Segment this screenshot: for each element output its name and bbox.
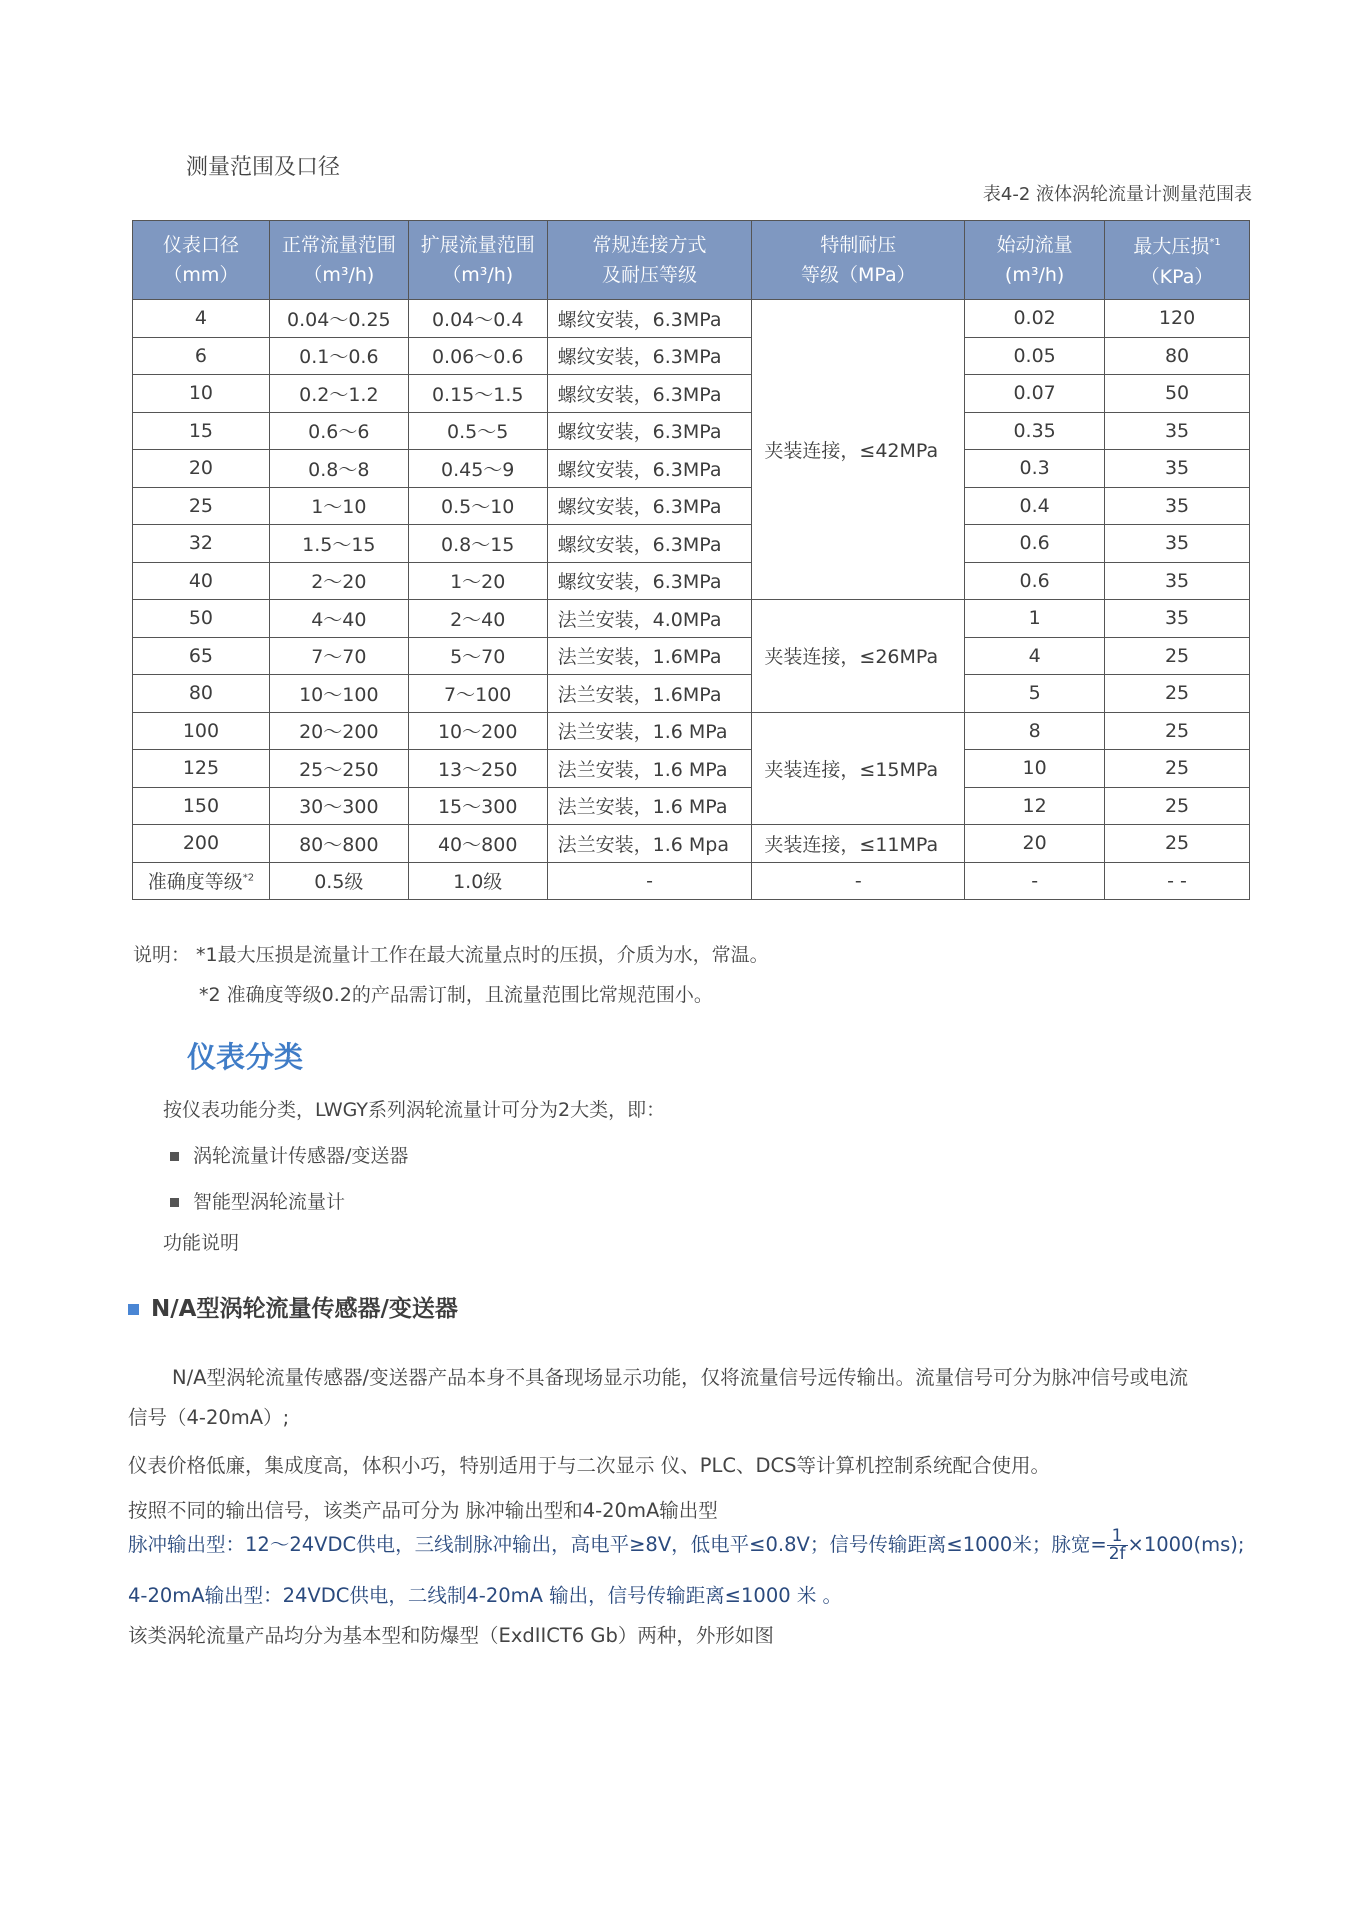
- cell-connection: 螺纹安装，6.3MPa: [547, 375, 752, 413]
- cell-dn: 10: [133, 375, 270, 413]
- cell-normal: 10～100: [269, 675, 408, 713]
- cell-extended: 40～800: [408, 825, 547, 863]
- cell-connection: 法兰安装，1.6 MPa: [547, 750, 752, 788]
- cell-dn: 32: [133, 525, 270, 563]
- cell-extended: 15～300: [408, 787, 547, 825]
- cell-normal: 0.1～0.6: [269, 337, 408, 375]
- table-row: [133, 487, 1250, 525]
- table-caption: 表4-2 液体涡轮流量计测量范围表: [982, 184, 1252, 205]
- table-row: [133, 675, 1250, 713]
- na-para-2: 仪表价格低廉，集成度高，体积小巧，特别适用于与二次显示 仪、PLC、DCS等计算机控制系统配合使用。: [128, 1454, 1050, 1477]
- cell-extended: 0.5～5: [408, 412, 547, 450]
- cell-connection: 法兰安装，4.0MPa: [547, 600, 752, 638]
- section-title: 测量范围及口径: [186, 155, 341, 180]
- classification-intro: 按仪表功能分类，LWGY系列涡轮流量计可分为2大类，即：: [163, 1099, 666, 1121]
- cell-extended: 13～250: [408, 750, 547, 788]
- cell-normal: 0.04～0.25: [269, 300, 408, 338]
- cell-start-flow: 5: [965, 675, 1105, 713]
- cell-max-loss: 35: [1105, 525, 1250, 563]
- cell-extended: 0.8～15: [408, 525, 547, 563]
- cell-normal: 25～250: [269, 750, 408, 788]
- cell-connection: 法兰安装，1.6 MPa: [547, 787, 752, 825]
- cell-normal: 0.6～6: [269, 412, 408, 450]
- cell-connection: 螺纹安装，6.3MPa: [547, 562, 752, 600]
- table-row: [133, 412, 1250, 450]
- cell-max-loss: 35: [1105, 450, 1250, 488]
- classification-item: 智能型涡轮流量计: [170, 1187, 345, 1214]
- cell-extended: 5～70: [408, 637, 547, 675]
- bullet-square-icon: [170, 1152, 179, 1161]
- cell-dn: 15: [133, 412, 270, 450]
- table-row: [133, 337, 1250, 375]
- cell-max-loss: 25: [1105, 637, 1250, 675]
- cell-extended: 0.45～9: [408, 450, 547, 488]
- na-section-heading: N/A型涡轮流量传感器/变送器: [128, 1290, 458, 1323]
- cell-normal: 0.2～1.2: [269, 375, 408, 413]
- cell-dn: 80: [133, 675, 270, 713]
- cell-normal: 20～200: [269, 712, 408, 750]
- header-diameter: 仪表口径 （mm）: [133, 221, 270, 300]
- cell-connection: 法兰安装，1.6 MPa: [547, 712, 752, 750]
- cell-connection: 螺纹安装，6.3MPa: [547, 487, 752, 525]
- cell-start-flow: 8: [965, 712, 1105, 750]
- cell-start-flow: 0.07: [965, 375, 1105, 413]
- cell-normal: 1.5～15: [269, 525, 408, 563]
- cell-extended: 1.0级: [408, 862, 547, 900]
- cell-extended: 7～100: [408, 675, 547, 713]
- cell-special-pressure: 夹装连接，≤42MPa: [752, 300, 965, 600]
- cell-extended: 0.5～10: [408, 487, 547, 525]
- cell-dn: 200: [133, 825, 270, 863]
- cell-connection: 法兰安装，1.6 Mpa: [547, 825, 752, 863]
- pulse-output-line: 脉冲输出型：12～24VDC供电，三线制脉冲输出，高电平≥8V，低电平≤0.8V；信号传输距离≤1000米；脉宽= $\frac{1}{2f}$ ×1000(ms);: [128, 1526, 1245, 1564]
- cell-normal: 1～10: [269, 487, 408, 525]
- header-max-pressure-loss: 最大压损$^{*1}$ （KPa）: [1105, 221, 1250, 300]
- cell-connection: 螺纹安装，6.3MPa: [547, 412, 752, 450]
- cell-max-loss: 120: [1105, 300, 1250, 338]
- cell-special-pressure: -: [752, 862, 965, 900]
- cell-accuracy-label: 准确度等级$^{*2}$: [133, 862, 270, 900]
- cell-normal: 0.8～8: [269, 450, 408, 488]
- cell-dn: 100: [133, 712, 270, 750]
- table-row: [133, 450, 1250, 488]
- blue-square-icon: [128, 1304, 139, 1315]
- cell-connection: 螺纹安装，6.3MPa: [547, 300, 752, 338]
- cell-connection: 螺纹安装，6.3MPa: [547, 525, 752, 563]
- cell-dn: 150: [133, 787, 270, 825]
- cell-normal: 0.5级: [269, 862, 408, 900]
- cell-start-flow: 1: [965, 600, 1105, 638]
- cell-start-flow: 0.4: [965, 487, 1105, 525]
- table-header-row: [133, 221, 1250, 300]
- cell-extended: 0.15～1.5: [408, 375, 547, 413]
- cell-dn: 40: [133, 562, 270, 600]
- cell-connection: -: [547, 862, 752, 900]
- cell-max-loss: 35: [1105, 600, 1250, 638]
- cell-start-flow: -: [965, 862, 1105, 900]
- cell-dn: 50: [133, 600, 270, 638]
- measurement-range-table: [132, 220, 1250, 900]
- cell-max-loss: 25: [1105, 825, 1250, 863]
- table-row: [133, 825, 1250, 863]
- table-row: [133, 787, 1250, 825]
- na-para-3: 按照不同的输出信号，该类产品可分为 脉冲输出型和4-20mA输出型: [128, 1499, 718, 1522]
- cell-max-loss: 25: [1105, 787, 1250, 825]
- header-extended-flow: 扩展流量范围 （m³/h): [408, 221, 547, 300]
- table-notes: [133, 935, 769, 1015]
- header-start-flow: 始动流量 (m³/h): [965, 221, 1105, 300]
- cell-normal: 2～20: [269, 562, 408, 600]
- table-row-accuracy: [133, 862, 1250, 900]
- table-row: [133, 375, 1250, 413]
- cell-max-loss: 35: [1105, 487, 1250, 525]
- cell-dn: 6: [133, 337, 270, 375]
- note-1: 说明： *1最大压损是流量计工作在最大流量点时的压损，介质为水，常温。: [133, 944, 769, 966]
- cell-max-loss: 80: [1105, 337, 1250, 375]
- cell-normal: 30～300: [269, 787, 408, 825]
- na-para-1-cont: 信号（4-20mA）;: [128, 1406, 290, 1429]
- cell-start-flow: 12: [965, 787, 1105, 825]
- cell-special-pressure: 夹装连接，≤15MPa: [752, 712, 965, 825]
- header-normal-flow: 正常流量范围 （m³/h): [269, 221, 408, 300]
- cell-extended: 0.04～0.4: [408, 300, 547, 338]
- cell-max-loss: - -: [1105, 862, 1250, 900]
- cell-start-flow: 0.02: [965, 300, 1105, 338]
- table-row: [133, 600, 1250, 638]
- function-label: 功能说明: [163, 1232, 240, 1254]
- na-last-line: 该类涡轮流量产品均分为基本型和防爆型（ExdIICT6 Gb）两种，外形如图: [128, 1624, 774, 1647]
- cell-dn: 125: [133, 750, 270, 788]
- cell-dn: 25: [133, 487, 270, 525]
- table-row: [133, 562, 1250, 600]
- classification-heading: 仪表分类: [187, 1040, 304, 1074]
- cell-normal: 4～40: [269, 600, 408, 638]
- cell-start-flow: 4: [965, 637, 1105, 675]
- cell-start-flow: 0.05: [965, 337, 1105, 375]
- cell-max-loss: 25: [1105, 675, 1250, 713]
- cell-start-flow: 0.6: [965, 562, 1105, 600]
- cell-start-flow: 20: [965, 825, 1105, 863]
- cell-normal: 7～70: [269, 637, 408, 675]
- cell-max-loss: 50: [1105, 375, 1250, 413]
- cell-special-pressure: 夹装连接，≤11MPa: [752, 825, 965, 863]
- cell-special-pressure: 夹装连接，≤26MPa: [752, 600, 965, 713]
- cell-extended: 0.06～0.6: [408, 337, 547, 375]
- cell-dn: 4: [133, 300, 270, 338]
- classification-item: 涡轮流量计传感器/变送器: [170, 1141, 408, 1168]
- cell-max-loss: 35: [1105, 412, 1250, 450]
- cell-max-loss: 25: [1105, 750, 1250, 788]
- na-para-1: N/A型涡轮流量传感器/变送器产品本身不具备现场显示功能，仅将流量信号远传输出。流量信号可分为脉冲信号或电流: [172, 1366, 1189, 1389]
- table-row: [133, 300, 1250, 338]
- cell-normal: 80～800: [269, 825, 408, 863]
- cell-max-loss: 25: [1105, 712, 1250, 750]
- header-special-pressure: 特制耐压 等级（MPa）: [752, 221, 965, 300]
- table-row: [133, 712, 1250, 750]
- table-row: [133, 637, 1250, 675]
- cell-connection: 法兰安装，1.6MPa: [547, 675, 752, 713]
- table-row: [133, 750, 1250, 788]
- cell-start-flow: 10: [965, 750, 1105, 788]
- cell-extended: 10～200: [408, 712, 547, 750]
- cell-max-loss: 35: [1105, 562, 1250, 600]
- cell-start-flow: 0.3: [965, 450, 1105, 488]
- bullet-square-icon: [170, 1198, 179, 1207]
- table-row: [133, 525, 1250, 563]
- cell-connection: 螺纹安装，6.3MPa: [547, 450, 752, 488]
- cell-connection: 螺纹安装，6.3MPa: [547, 337, 752, 375]
- cell-start-flow: 0.6: [965, 525, 1105, 563]
- pulse-width-fraction: $\frac{1}{2f}$: [1108, 1526, 1126, 1564]
- note-2: *2 准确度等级0.2的产品需订制，且流量范围比常规范围小。: [199, 984, 713, 1006]
- header-connection: 常规连接方式 及耐压等级: [547, 221, 752, 300]
- cell-dn: 65: [133, 637, 270, 675]
- cell-start-flow: 0.35: [965, 412, 1105, 450]
- cell-extended: 1～20: [408, 562, 547, 600]
- cell-connection: 法兰安装，1.6MPa: [547, 637, 752, 675]
- cell-extended: 2～40: [408, 600, 547, 638]
- current-output-line: 4-20mA输出型：24VDC供电，二线制4-20mA 输出，信号传输距离≤1000 米 。: [128, 1584, 843, 1607]
- cell-dn: 20: [133, 450, 270, 488]
